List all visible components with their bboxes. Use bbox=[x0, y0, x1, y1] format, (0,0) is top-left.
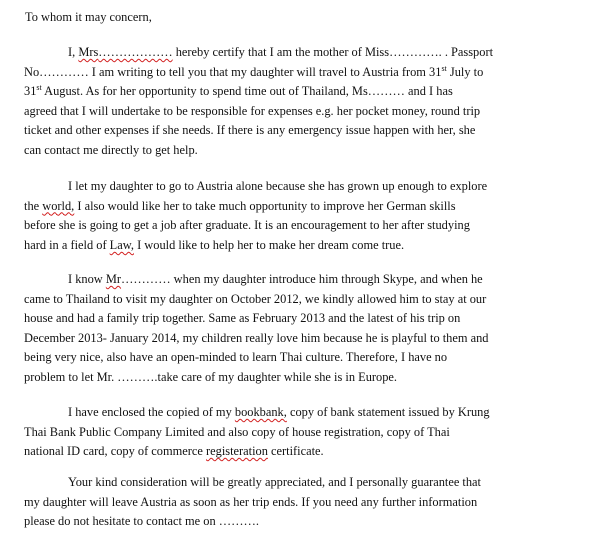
spellcheck-dots: ……………… bbox=[98, 45, 173, 59]
paragraph-line: ticket and other expenses if she needs. If there is any emergency issue happen with her, she bbox=[24, 123, 476, 138]
paragraph-line: being very nice, also have an open-minded to learn Thai culture. Therefore, I have no bbox=[24, 350, 448, 365]
paragraph-line bbox=[24, 236, 580, 256]
paragraph-line: Your kind consideration will be greatly appreciated, and I personally guarantee that bbox=[68, 475, 482, 489]
spellcheck-word: world, bbox=[42, 198, 75, 213]
text-segment: the bbox=[24, 198, 43, 213]
text-segment: August. As for her opportunity to spend time out of Thailand, Ms……… and I has bbox=[41, 84, 453, 99]
paragraph-line bbox=[24, 82, 580, 102]
spellcheck-word: registeration bbox=[206, 444, 268, 459]
text-segment: I know bbox=[68, 272, 106, 286]
text-segment: No………… I am writing to tell you that my daughter will travel to Austria from 31 bbox=[24, 64, 442, 79]
paragraph-line bbox=[24, 270, 580, 290]
paragraph-enclosures bbox=[24, 403, 580, 462]
paragraph-line bbox=[24, 63, 580, 83]
salutation: To whom it may concern, bbox=[25, 10, 152, 24]
text-segment: certificate. bbox=[267, 444, 324, 459]
text-segment: July to bbox=[446, 64, 484, 79]
paragraph-line: Thai Bank Public Company Limited and also copy of house registration, copy of Thai bbox=[24, 424, 450, 439]
text-segment: hard in a field of bbox=[24, 237, 110, 252]
paragraph-line: came to Thailand to visit my daughter on October 2012, we kindly allowed him to stay at our bbox=[24, 291, 487, 306]
text-segment: ………… when my daughter introduce him through Skype, and when he bbox=[121, 272, 483, 286]
text-segment: I would like to help her to make her dream come true. bbox=[133, 237, 405, 252]
text-segment: I also would like her to take much opportunity to improve her German skills bbox=[74, 198, 456, 213]
paragraph-line bbox=[24, 442, 580, 462]
text-segment: 31 bbox=[24, 84, 37, 99]
paragraph-line: agreed that I will undertake to be responsible for expenses e.g. her pocket money, round trip bbox=[24, 103, 481, 118]
text-segment: I, bbox=[68, 45, 79, 59]
superscript: st bbox=[36, 83, 42, 93]
paragraph-line bbox=[24, 43, 580, 63]
paragraph-reason bbox=[24, 177, 580, 255]
text-segment: copy of bank statement issued by Krung bbox=[286, 405, 490, 419]
paragraph-certification bbox=[24, 43, 580, 161]
spellcheck-word: Mr bbox=[105, 272, 122, 286]
spellcheck-word: Mrs bbox=[78, 45, 99, 59]
paragraph-line bbox=[24, 197, 580, 217]
paragraph-line: my daughter will leave Austria as soon as her trip ends. If you need any further information bbox=[24, 494, 478, 509]
spellcheck-word: bookbank, bbox=[234, 405, 287, 419]
paragraph-line: house and had a family trip together. Same as February 2013 and the latest of his trip on bbox=[24, 311, 461, 326]
paragraph-line: problem to let Mr. ……….take care of my daughter while she is in Europe. bbox=[24, 369, 398, 384]
paragraph-line: I let my daughter to go to Austria alone because she has grown up enough to explore bbox=[68, 179, 488, 193]
paragraph-line: December 2013- January 2014, my children really love him because he is playful to them and bbox=[24, 330, 489, 345]
text-segment: national ID card, copy of commerce bbox=[24, 444, 206, 459]
paragraph-relationship bbox=[24, 270, 580, 388]
superscript: st bbox=[441, 63, 447, 73]
spellcheck-word: Law, bbox=[109, 237, 134, 252]
text-segment: I have enclosed the copied of my bbox=[68, 405, 235, 419]
text-segment: hereby certify that I am the mother of Miss…………. . Passport bbox=[172, 45, 494, 59]
paragraph-line: can contact me directly to get help. bbox=[24, 142, 198, 157]
paragraph-line bbox=[24, 403, 580, 423]
paragraph-line: before she is going to get a job after graduate. It is an encouragement to her after studying bbox=[24, 218, 470, 233]
paragraph-line: please do not hesitate to contact me on ………. bbox=[24, 514, 260, 529]
paragraph-closing bbox=[24, 473, 580, 532]
